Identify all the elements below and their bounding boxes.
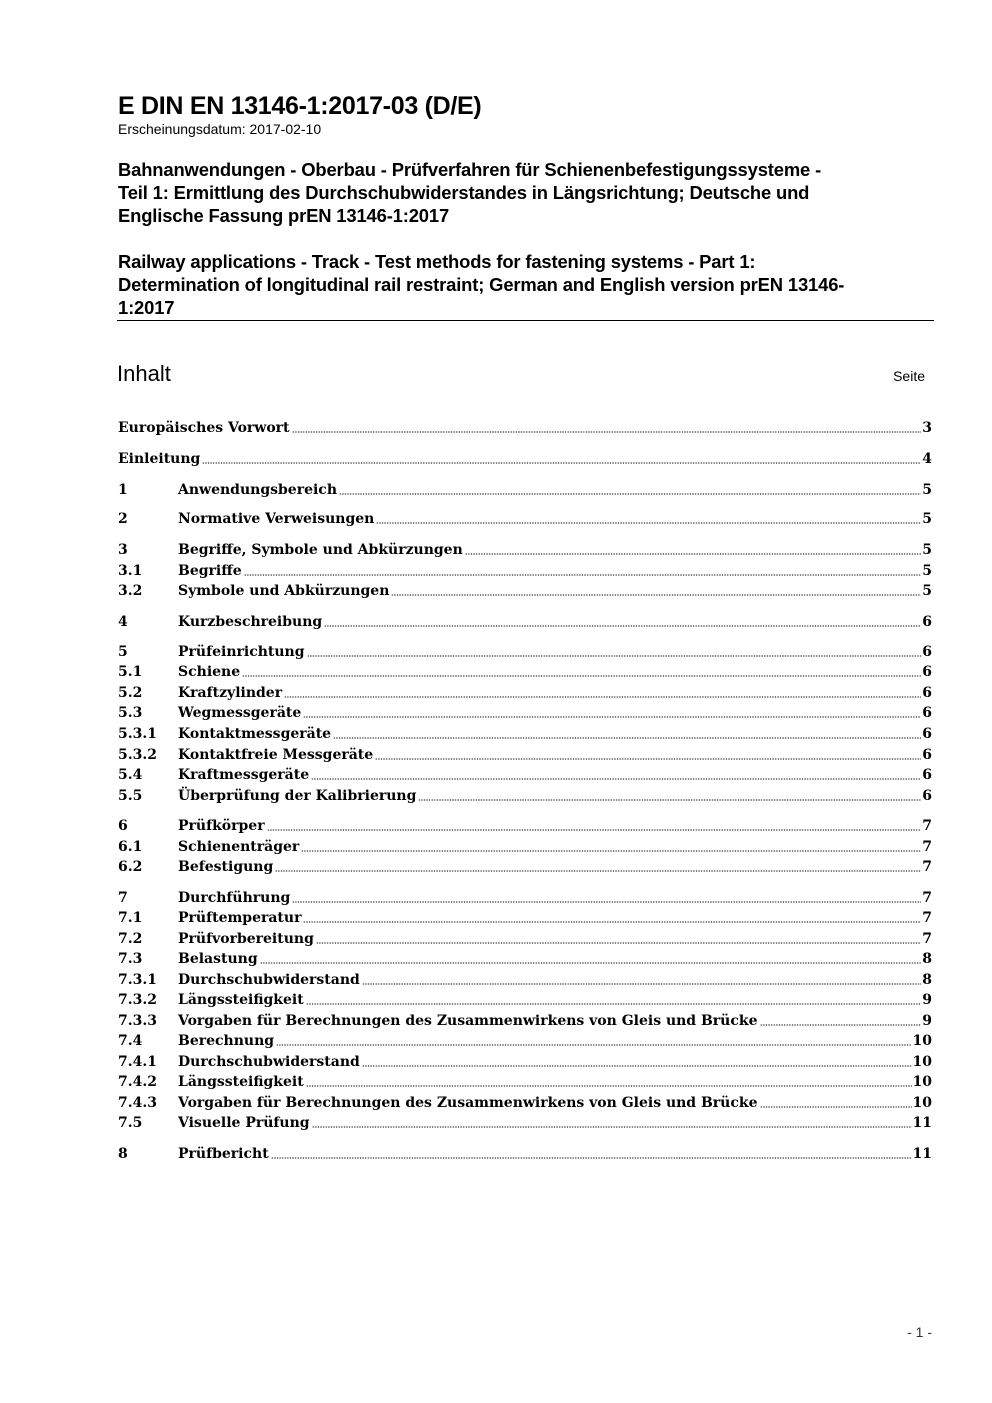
toc-entry[interactable] (118, 641, 932, 661)
toc-entry-page: 9 (922, 1013, 932, 1029)
toc-entry[interactable] (118, 1071, 932, 1091)
toc-entry-page: 10 (912, 1095, 932, 1111)
toc-entry-page: 6 (922, 664, 932, 680)
toc-dot-leader (362, 982, 921, 986)
toc-entry[interactable] (118, 723, 932, 743)
toc-dot-leader (306, 1084, 912, 1088)
toc-entry-number: 3.1 (118, 563, 143, 579)
toc-entry[interactable] (118, 560, 932, 580)
toc-dot-leader (760, 1023, 922, 1027)
toc-dot-leader (465, 552, 921, 556)
toc-entry-number: 7.1 (118, 910, 143, 926)
toc-entry-number: 7 (118, 890, 128, 906)
toc-entry-title: Kurzbeschreibung (178, 614, 323, 630)
toc-entry[interactable] (118, 479, 932, 499)
toc-entry-title: Prüfkörper (178, 818, 265, 834)
table-of-contents (118, 0, 932, 1403)
toc-entry-title: Prüfbericht (178, 1146, 269, 1162)
toc-dot-leader (244, 573, 922, 577)
toc-entry-page: 6 (922, 685, 932, 701)
toc-entry[interactable] (118, 1112, 932, 1132)
toc-entry[interactable] (118, 969, 932, 989)
toc-entry-number: 5.3 (118, 705, 143, 721)
toc-entry-page: 10 (912, 1074, 932, 1090)
toc-entry-page: 8 (922, 951, 932, 967)
toc-entry-number: 7.3.2 (118, 992, 157, 1008)
toc-entry-title: Durchführung (178, 890, 291, 906)
toc-entry-page: 7 (922, 910, 932, 926)
title-english-line-3: 1:2017 (118, 297, 175, 318)
toc-entry-title: Begriffe, Symbole und Abkürzungen (178, 542, 463, 558)
toc-entry-number: 7.3.1 (118, 972, 157, 988)
toc-entry-number: 5.2 (118, 685, 143, 701)
toc-dot-leader (260, 961, 922, 965)
toc-entry-title: Prüftemperatur (178, 910, 302, 926)
toc-entry-title: Begriffe (178, 563, 242, 579)
toc-entry-title: Einleitung (118, 451, 201, 467)
toc-dot-leader (292, 900, 921, 904)
toc-entry[interactable] (118, 907, 932, 927)
toc-entry-page: 5 (922, 583, 932, 599)
toc-dot-leader (267, 828, 922, 832)
toc-entry-title: Befestigung (178, 859, 274, 875)
toc-entry-title: Überprüfung der Kalibrierung (178, 788, 417, 804)
toc-dot-leader (324, 624, 921, 628)
toc-entry-number: 3 (118, 542, 128, 558)
toc-entry-number: 5 (118, 644, 128, 660)
toc-entry-page: 11 (912, 1115, 932, 1131)
toc-dot-leader (418, 798, 921, 802)
toc-entry-page: 10 (912, 1054, 932, 1070)
toc-entry-page: 7 (922, 890, 932, 906)
toc-entry-number: 7.4.1 (118, 1054, 157, 1070)
toc-entry[interactable] (118, 948, 932, 968)
toc-entry-page: 5 (922, 511, 932, 527)
toc-dot-leader (275, 869, 921, 873)
toc-dot-leader (271, 1156, 912, 1160)
title-german-line-1: Bahnanwendungen - Oberbau - Prüfverfahren für Schienenbefestigungssysteme - (118, 159, 822, 180)
toc-entry-page: 6 (922, 705, 932, 721)
toc-entry-number: 5.1 (118, 664, 143, 680)
toc-entry-title: Kontaktfreie Messgeräte (178, 747, 374, 763)
toc-entry-page: 6 (922, 767, 932, 783)
toc-entry-title: Visuelle Prüfung (178, 1115, 310, 1131)
toc-entry-number: 1 (118, 482, 128, 498)
toc-entry[interactable] (118, 448, 932, 468)
toc-entry[interactable] (118, 417, 932, 437)
toc-dot-leader (292, 430, 922, 434)
toc-entry[interactable] (118, 989, 932, 1009)
toc-entry-title: Anwendungsbereich (178, 482, 337, 498)
title-german-line-3: Englische Fassung prEN 13146-1:2017 (118, 205, 450, 226)
toc-entry[interactable] (118, 744, 932, 764)
toc-entry[interactable] (118, 928, 932, 948)
toc-page-column-label: Seite (893, 368, 925, 384)
toc-entry-page: 11 (912, 1146, 932, 1162)
publication-date: Erscheinungsdatum: 2017-02-10 (118, 121, 322, 137)
toc-entry-page: 8 (922, 972, 932, 988)
toc-dot-leader (375, 757, 921, 761)
page-number: - 1 - (907, 1324, 932, 1340)
toc-entry-page: 6 (922, 747, 932, 763)
toc-entry[interactable] (118, 702, 932, 722)
toc-entry-number: 7.4 (118, 1033, 143, 1049)
toc-entry-title: Belastung (178, 951, 258, 967)
toc-entry-page: 7 (922, 839, 932, 855)
toc-entry-number: 4 (118, 614, 128, 630)
toc-entry-number: 7.2 (118, 931, 143, 947)
toc-entry-number: 8 (118, 1146, 128, 1162)
toc-entry-number: 7.4.3 (118, 1095, 157, 1111)
toc-entry-title: Längssteifigkeit (178, 1074, 304, 1090)
toc-entry-page: 7 (922, 931, 932, 947)
toc-entry-page: 7 (922, 818, 932, 834)
toc-entry-title: Durchschubwiderstand (178, 972, 360, 988)
toc-entry-number: 7.4.2 (118, 1074, 157, 1090)
toc-entry-title: Vorgaben für Berechnungen des Zusammenwirkens von Gleis und Brücke (178, 1013, 758, 1029)
toc-entry-title: Längssteifigkeit (178, 992, 304, 1008)
toc-entry-number: 2 (118, 511, 128, 527)
toc-dot-leader (316, 941, 921, 945)
toc-entry-title: Durchschubwiderstand (178, 1054, 360, 1070)
toc-entry[interactable] (118, 1051, 932, 1071)
toc-entry-number: 7.3 (118, 951, 143, 967)
toc-entry-page: 5 (922, 563, 932, 579)
toc-entry[interactable] (118, 508, 932, 528)
toc-entry-number: 5.4 (118, 767, 143, 783)
toc-dot-leader (242, 674, 921, 678)
toc-entry-number: 6.2 (118, 859, 143, 875)
toc-entry[interactable] (118, 836, 932, 856)
toc-entry-page: 5 (922, 542, 932, 558)
title-english-line-1: Railway applications - Track - Test methods for fastening systems - Part 1: (118, 251, 756, 272)
toc-entry-page: 9 (922, 992, 932, 1008)
toc-heading: Inhalt (117, 361, 171, 386)
toc-entry-page: 6 (922, 788, 932, 804)
toc-entry[interactable] (118, 887, 932, 907)
toc-dot-leader (202, 461, 921, 465)
toc-entry-title: Kraftzylinder (178, 685, 283, 701)
document-id: E DIN EN 13146-1:2017-03 (D/E) (118, 92, 482, 120)
title-english-line-2: Determination of longitudinal rail restraint; German and English version prEN 13146- (118, 274, 845, 295)
toc-entry-page: 3 (922, 420, 932, 436)
toc-entry[interactable] (118, 1092, 932, 1112)
toc-dot-leader (339, 492, 921, 496)
toc-entry[interactable] (118, 1010, 932, 1030)
toc-entry-page: 5 (922, 482, 932, 498)
toc-entry-page: 6 (922, 644, 932, 660)
toc-entry-title: Schienenträger (178, 839, 300, 855)
toc-dot-leader (306, 1002, 922, 1006)
toc-entry-number: 5.3.1 (118, 726, 157, 742)
toc-entry-number: 6 (118, 818, 128, 834)
toc-entry-number: 5.5 (118, 788, 143, 804)
toc-entry-title: Prüfeinrichtung (178, 644, 305, 660)
toc-entry-title: Symbole und Abkürzungen (178, 583, 390, 599)
toc-entry[interactable] (118, 764, 932, 784)
toc-dot-leader (362, 1064, 912, 1068)
toc-entry[interactable] (118, 661, 932, 681)
toc-entry[interactable] (118, 682, 932, 702)
toc-dot-leader (276, 1043, 911, 1047)
toc-entry[interactable] (118, 580, 932, 600)
toc-entry-page: 10 (912, 1033, 932, 1049)
toc-dot-leader (307, 654, 922, 658)
toc-entry-title: Prüfvorbereitung (178, 931, 314, 947)
toc-entry-number: 7.5 (118, 1115, 143, 1131)
toc-entry-number: 6.1 (118, 839, 143, 855)
toc-entry[interactable] (118, 815, 932, 835)
toc-dot-leader (376, 521, 921, 525)
toc-entry-number: 3.2 (118, 583, 143, 599)
toc-entry-page: 4 (922, 451, 932, 467)
toc-entry-title: Wegmessgeräte (178, 705, 302, 721)
toc-entry[interactable] (118, 1030, 932, 1050)
toc-dot-leader (284, 695, 921, 699)
toc-entry-number: 5.3.2 (118, 747, 157, 763)
toc-dot-leader (311, 777, 921, 781)
toc-dot-leader (333, 736, 921, 740)
toc-entry-page: 6 (922, 614, 932, 630)
toc-entry-title: Kontaktmessgeräte (178, 726, 332, 742)
toc-entry[interactable] (118, 611, 932, 631)
title-german-line-2: Teil 1: Ermittlung des Durchschubwiderstandes in Längsrichtung; Deutsche und (118, 182, 810, 203)
toc-entry-number: 7.3.3 (118, 1013, 157, 1029)
toc-dot-leader (391, 593, 921, 597)
toc-entry-title: Kraftmessgeräte (178, 767, 310, 783)
toc-dot-leader (303, 920, 921, 924)
toc-dot-leader (760, 1105, 912, 1109)
toc-entry-page: 7 (922, 859, 932, 875)
toc-dot-leader (312, 1125, 912, 1129)
toc-entry-title: Europäisches Vorwort (118, 420, 290, 436)
toc-entry[interactable] (118, 785, 932, 805)
toc-entry-title: Vorgaben für Berechnungen des Zusammenwirkens von Gleis und Brücke (178, 1095, 758, 1111)
toc-entry[interactable] (118, 539, 932, 559)
toc-entry-title: Normative Verweisungen (178, 511, 375, 527)
toc-dot-leader (303, 715, 921, 719)
toc-entry-title: Berechnung (178, 1033, 275, 1049)
toc-entry[interactable] (118, 856, 932, 876)
toc-dot-leader (301, 849, 921, 853)
toc-entry-title: Schiene (178, 664, 241, 680)
toc-entry[interactable] (118, 1143, 932, 1163)
toc-entry-page: 6 (922, 726, 932, 742)
